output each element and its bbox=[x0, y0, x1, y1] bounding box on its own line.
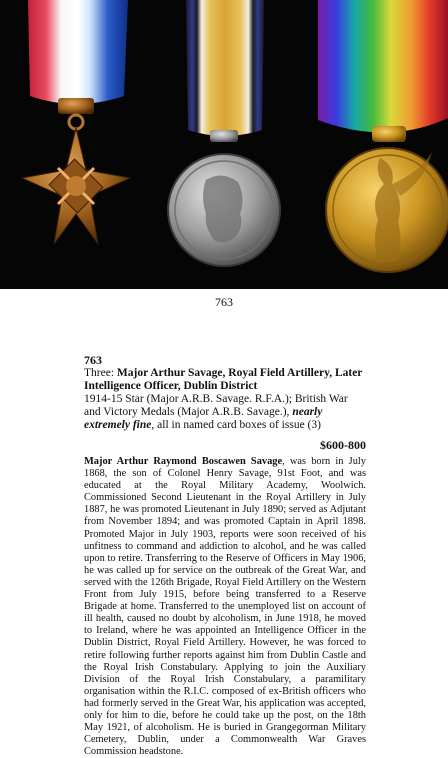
bio-name: Major Arthur Raymond Boscawen Savage bbox=[84, 456, 283, 467]
lot-title-name: Major Arthur Savage, Royal Field Artillery, Later Intelligence Officer, Dublin District bbox=[84, 367, 363, 392]
medals-photo bbox=[0, 0, 448, 289]
star-medal bbox=[22, 0, 130, 244]
victory-medal bbox=[318, 0, 448, 272]
lot-number: 763 bbox=[84, 353, 102, 367]
lot-grade: nearly extremely fine bbox=[84, 406, 323, 431]
lot-entry bbox=[84, 353, 366, 758]
lot-description: 1914-15 Star (Major A.R.B. Savage. R.F.A.); British War and Victory Medals (Major A.R.B. Savage.), nearly extremely fine, all in named card boxes of issue (3) bbox=[84, 393, 348, 431]
lot-estimate: $600-800 bbox=[320, 438, 366, 452]
lot-title: Three: Major Arthur Savage, Royal Field Artillery, Later Intelligence Officer, Dublin District bbox=[84, 367, 363, 392]
lot-biography bbox=[84, 456, 366, 758]
british-war-medal bbox=[168, 0, 280, 266]
photo-caption: 763 bbox=[215, 295, 233, 309]
bio-text: , was born in July 1868, the son of Colonel Henry Savage, 91st Foot, and was educated at the Royal Military Academy, Woolwich. Commissioned Second Lieutenant in the Royal Artillery in July 1887, he was promoted Lieutenant in July 1890; served as Adjutant from November 1894; and was promoted Captain in April 1898. Promoted Major in July 1903, reports were soon received of his unfitness to command and addiction to alcohol, and he was called upon to retire. Transferring to the Reserve of Officers in May 1906, he was called up for service on the outbreak of the Great War, and served with the 126th Brigade, Royal Field Artillery on the Western Front from July 1915, before being transferred to a Reserve Brigade at home. Transferred to the unemployed list on account of ill health, caused no doubt by alcoholism, in June 1918, he moved to Ireland, where he was appointed an Intelligence Officer in the Dublin District, Royal Field Artillery. However, he was forced to retire following further reports against him from Dublin Castle and the Royal Irish Constabulary. Applying to join the Auxiliary Division of the Royal Irish Constabulary, a paramilitary organisation within the R.I.C. composed of ex-British officers who had formerly served in the Great War, his application was accepted, only for him to die, before he could take up the post, on the 18th May 1921, of alcoholism. He is buried in Grangegorman Military Cemetery, Dublin, under a Commonwealth War Graves Commission headstone. bbox=[84, 456, 366, 758]
